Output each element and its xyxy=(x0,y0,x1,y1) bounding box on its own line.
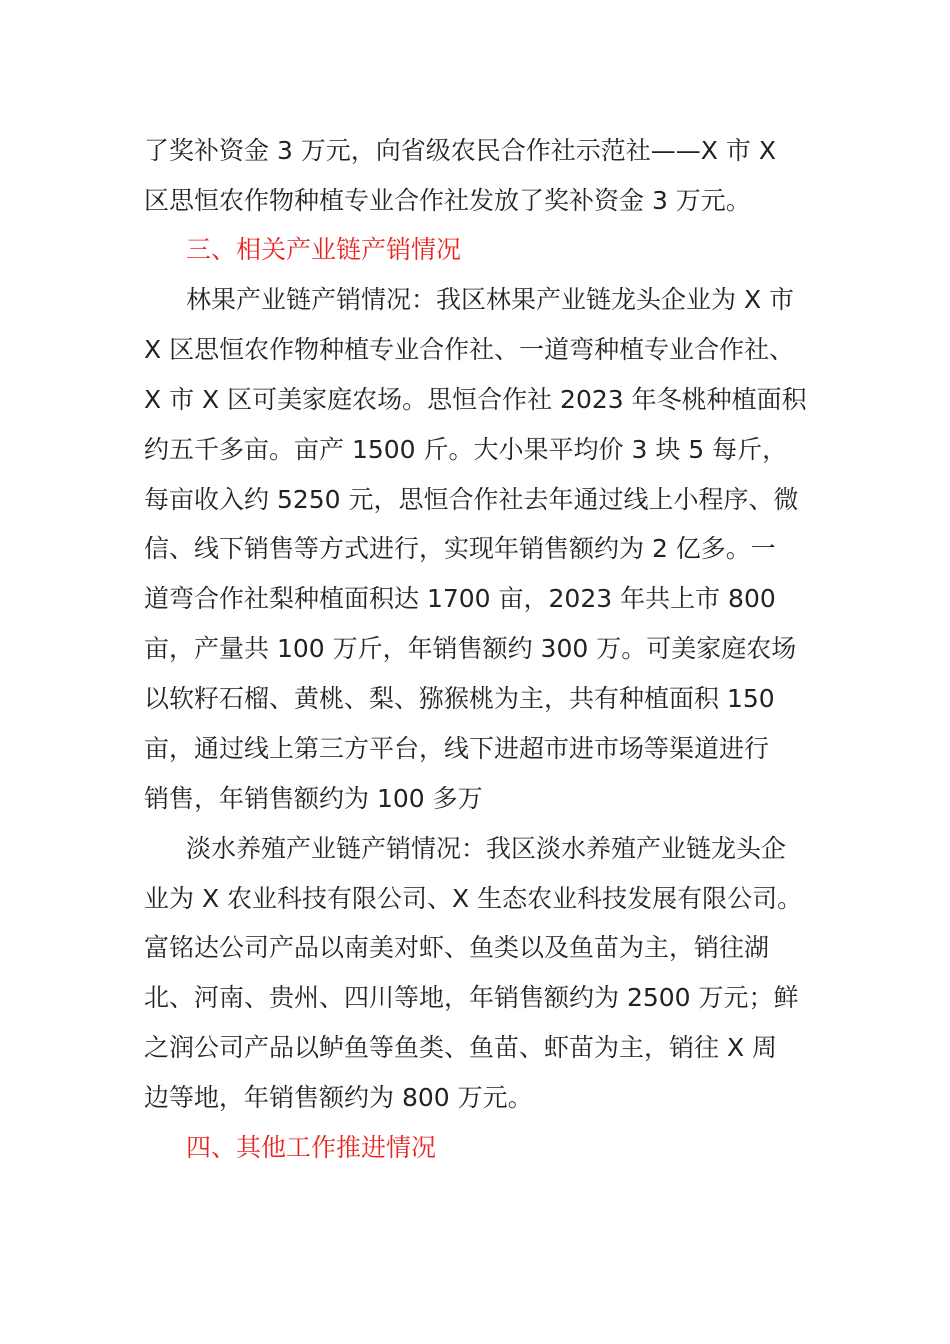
paragraph-line: 道弯合作社梨种植面积达 1700 亩，2023 年共上市 800 xyxy=(144,584,776,613)
paragraph-line: 信、线下销售等方式进行，实现年销售额约为 2 亿多。一 xyxy=(144,534,776,563)
paragraph-line: 边等地，年销售额约为 800 万元。 xyxy=(144,1083,533,1112)
paragraph-line: 林果产业链产销情况：我区林果产业链龙头企业为 X 市 xyxy=(186,285,795,314)
paragraph-line: 北、河南、贵州、四川等地，年销售额约为 2500 万元；鲜 xyxy=(144,983,799,1012)
paragraph-line: 约五千多亩。亩产 1500 斤。大小果平均价 3 块 5 每斤， xyxy=(144,435,788,464)
paragraph-line: 之润公司产品以鲈鱼等鱼类、鱼苗、虾苗为主，销往 X 周 xyxy=(144,1033,778,1062)
paragraph-line: 富铭达公司产品以南美对虾、鱼类以及鱼苗为主，销往湖 xyxy=(144,933,770,962)
section-heading-4: 四、其他工作推进情况 xyxy=(186,1133,437,1162)
paragraph-line: 销售，年销售额约为 100 多万 xyxy=(144,784,483,813)
paragraph-line: X 区思恒农作物种植专业合作社、一道弯种植专业合作社、 xyxy=(144,335,795,364)
paragraph-line: 区思恒农作物种植专业合作社发放了奖补资金 3 万元。 xyxy=(144,186,751,215)
paragraph-line: 淡水养殖产业链产销情况：我区淡水养殖产业链龙头企 xyxy=(186,834,787,863)
paragraph-line: 每亩收入约 5250 元，思恒合作社去年通过线上小程序、微 xyxy=(144,485,799,514)
section-heading-3: 三、相关产业链产销情况 xyxy=(186,235,462,264)
paragraph-line: X 市 X 区可美家庭农场。思恒合作社 2023 年冬桃种植面积 xyxy=(144,385,807,414)
paragraph-line: 了奖补资金 3 万元，向省级农民合作社示范社——X 市 X xyxy=(144,136,776,165)
paragraph-line: 亩，通过线上第三方平台，线下进超市进市场等渠道进行 xyxy=(144,734,770,763)
paragraph-line: 亩，产量共 100 万斤，年销售额约 300 万。可美家庭农场 xyxy=(144,634,797,663)
paragraph-line: 以软籽石榴、黄桃、梨、猕猴桃为主，共有种植面积 150 xyxy=(144,684,775,713)
paragraph-line: 业为 X 农业科技有限公司、X 生态农业科技发展有限公司。 xyxy=(144,884,803,913)
